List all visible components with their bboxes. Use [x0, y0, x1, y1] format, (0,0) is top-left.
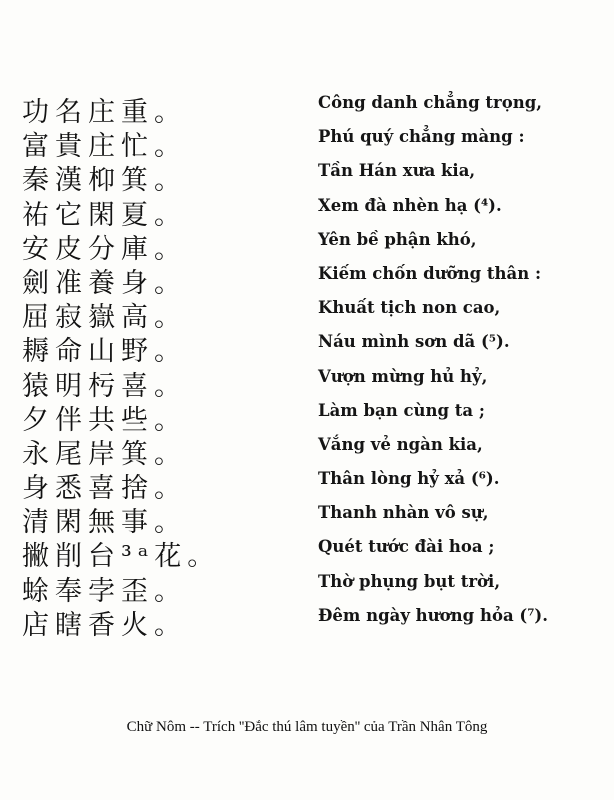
- nom-line: 身悉喜捨。: [22, 473, 187, 505]
- nom-line: 富貴庄忙。: [22, 131, 187, 163]
- nom-line: 屈寂嶽高。: [22, 302, 187, 334]
- viet-line: Xem đà nhèn hạ (⁴).: [318, 195, 502, 215]
- nom-line: 祐它閑夏。: [22, 199, 187, 231]
- viet-line: Kiếm chốn dưỡng thân :: [318, 263, 542, 283]
- nom-line: 蜍奉孛歪。: [22, 575, 187, 607]
- nom-line: 撇削台³ᵃ花。: [22, 541, 221, 573]
- chu-nom-column: [22, 96, 272, 643]
- viet-line: Công danh chẳng trọng,: [318, 93, 542, 112]
- nom-line: 耨命山野。: [22, 336, 187, 368]
- viet-line: Náu mình sơn dã (⁵).: [318, 332, 510, 352]
- viet-line: Vắng vẻ ngàn kia,: [318, 434, 483, 454]
- viet-line: Phú quý chẳng màng :: [318, 127, 525, 147]
- nom-line: 安皮分庫。: [22, 233, 187, 265]
- viet-line: Quét tước đài hoa ;: [318, 537, 495, 557]
- viet-line: Thờ phụng bụt trời,: [318, 571, 501, 591]
- viet-line: Tần Hán xưa kia,: [318, 161, 476, 181]
- quoc-ngu-column: [318, 86, 608, 633]
- viet-line: Thanh nhàn vô sự,: [318, 503, 489, 523]
- nom-line: 秦漢枊箕。: [22, 165, 187, 197]
- figure-caption: Chữ Nôm -- Trích ''Đắc thú lâm tuyền'' của Trần Nhân Tông: [126, 719, 488, 735]
- nom-line: 猿明杇喜。: [22, 370, 187, 402]
- nom-line: 清閑無事。: [22, 507, 187, 539]
- viet-line: Làm bạn cùng ta ;: [318, 400, 485, 420]
- nom-line: 店瞎香火。: [22, 609, 187, 641]
- viet-line: Thân lòng hỷ xả (⁶).: [318, 469, 500, 489]
- nom-line: 夕伴共些。: [22, 404, 187, 436]
- nom-line: 劍准養身。: [22, 267, 187, 299]
- nom-line: 功名庄重。: [22, 97, 187, 128]
- viet-line: Đêm ngày hương hỏa (⁷).: [318, 605, 548, 625]
- viet-line: Vượn mừng hủ hỷ,: [318, 366, 488, 386]
- viet-line: Khuất tịch non cao,: [318, 298, 501, 318]
- nom-line: 永尾岸箕。: [22, 438, 187, 470]
- viet-line: Yên bề phận khó,: [318, 229, 477, 249]
